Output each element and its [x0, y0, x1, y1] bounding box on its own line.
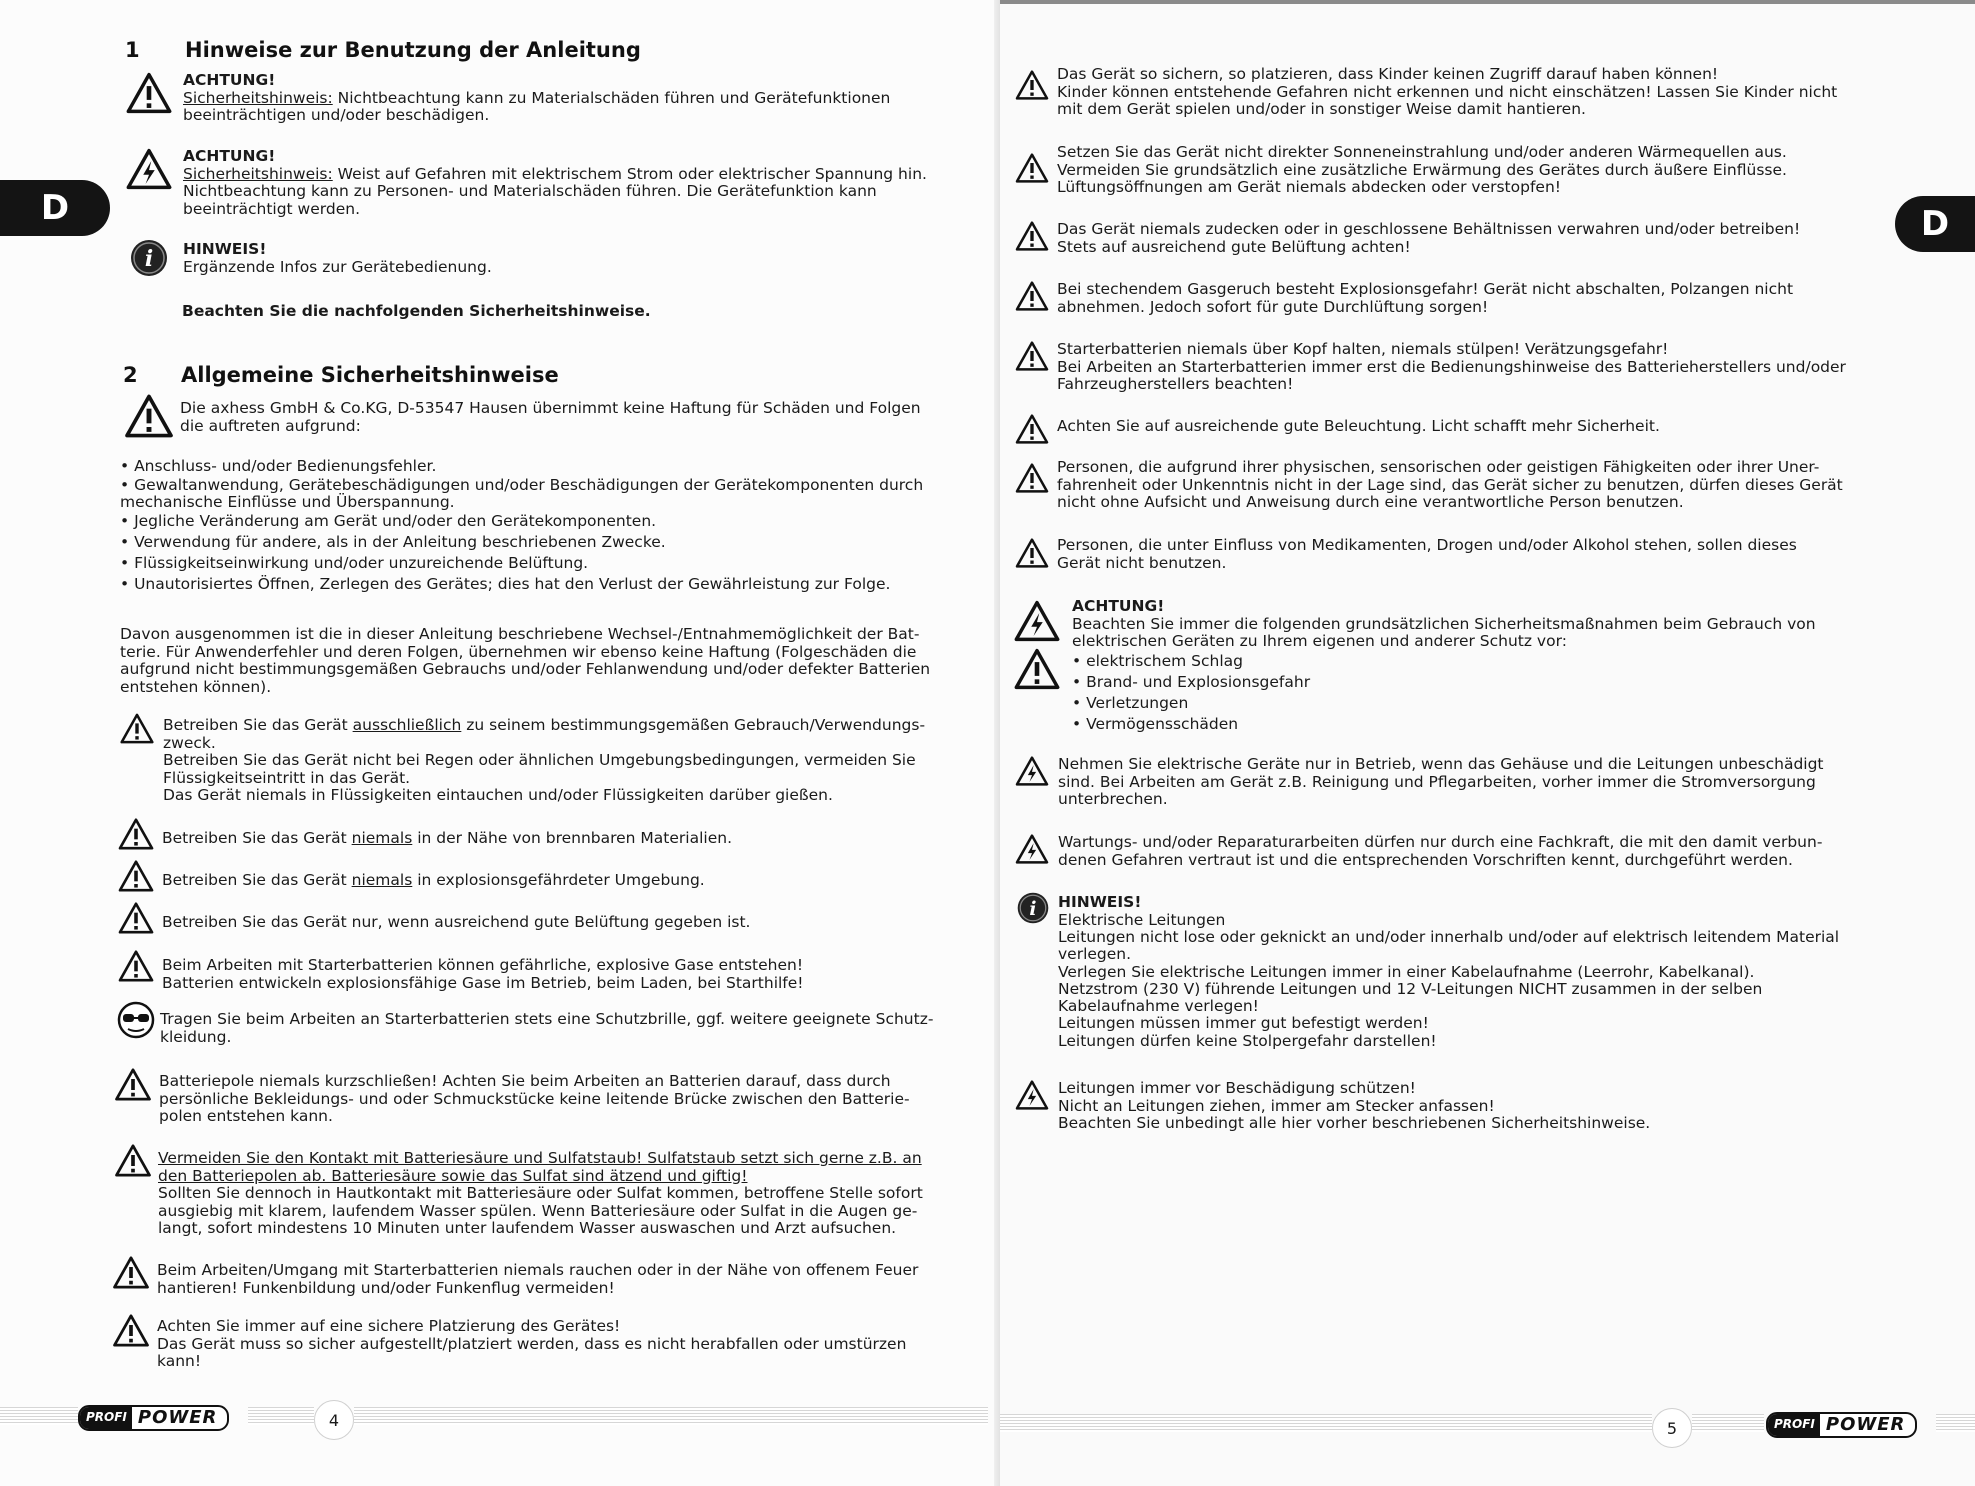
- section1-title: Hinweise zur Benutzung der Anleitung: [185, 38, 641, 62]
- warning-icon: [1015, 414, 1049, 444]
- warning-icon: [114, 1144, 152, 1177]
- warning-gases-text: Beim Arbeiten mit Starterbatterien können gefährliche, explosive Gase entstehen! Batterien entwickeln explosionsfähige Gase im Betrieb, beim Laden, bei Starthilfe!: [162, 956, 804, 992]
- safety-lead: Sicherheitshinweis:: [183, 164, 333, 183]
- exception-paragraph: [120, 626, 930, 696]
- note-cover-text: Das Gerät niemals zudecken oder in geschlossene Behältnissen verwahren und/oder betreiben! Stets auf ausreichend gute Belüftung achten!: [1057, 220, 1801, 256]
- electric-warning-icon: [1015, 1080, 1049, 1110]
- achtung-label: ACHTUNG!: [1072, 597, 1165, 615]
- warning-icon: [114, 1068, 152, 1101]
- warning-icon: [1015, 463, 1049, 493]
- liability-intro-text: Die axhess GmbH & Co.KG, D-53547 Hausen übernimmt keine Haftung für Schäden und Folgen die auftreten aufgrund:: [180, 399, 921, 435]
- warning-short-circuit: [159, 1073, 910, 1126]
- note-housing-text: Nehmen Sie elektrische Geräte nur in Betrieb, wenn das Gehäuse und die Leitungen unbeschädigt sind. Bei Arbeiten am Gerät z.B. Reinigung und Pflegarbeiten, vorher immer die Stromversorgung unterbrechen.: [1058, 755, 1824, 808]
- section2-number: 2: [123, 363, 138, 387]
- note-persons: [1057, 459, 1843, 512]
- note-maintenance: [1058, 834, 1822, 869]
- warning-icon: [1014, 648, 1060, 690]
- electric-warning-icon: [1015, 834, 1049, 864]
- note-maintenance-text: Wartungs- und/oder Reparaturarbeiten dürfen nur durch eine Fachkraft, die mit den damit verbun- denen Gefahren vertraut ist und die entsprechenden Vorschriften kennt, durchgeführt werden.: [1058, 833, 1823, 869]
- achtung-label: ACHTUNG!: [183, 147, 276, 165]
- achtung-text: Nichtbeachtung kann zu Materialschäden führen und Gerätefunktionen beeinträchtigen und/oder beschädigen.: [183, 88, 891, 124]
- emphasis: Vermeiden Sie den Kontakt mit Batteriesäure und Sulfatstaub! Sulfatstaub setzt sich gerne z.B. an den Batteriepolen ab. Batteriesäure sowie das Sulfat sind ätzend und giftig!: [158, 1149, 922, 1185]
- note-lighting: Achten Sie auf ausreichende gute Beleuchtung. Licht schafft mehr Sicherheit.: [1057, 417, 1660, 435]
- exception-text: Davon ausgenommen ist die in dieser Anleitung beschriebene Wechsel-/Entnahmemöglichkeit der Bat- terie. Für Anwenderfehler und deren Folgen, übernehmen wir ebenso keine Haftung (Folgeschäden die aufgrund nicht bestimmungsgemäßen Gebrauchs und/oder Fehlanwendung und/oder defekter Batterien entstehen können).: [120, 625, 931, 696]
- electric-warning-icon: [1015, 756, 1049, 786]
- text-segment: in explosionsgefährdeter Umgebung.: [412, 871, 705, 889]
- warning-icon: [118, 860, 154, 892]
- warning-icon: [112, 1256, 150, 1289]
- achtung-label: ACHTUNG!: [183, 71, 276, 89]
- logo-part1: PROFI: [80, 1407, 132, 1429]
- list-item: • Unautorisiertes Öffnen, Zerlegen des Gerätes; dies hat den Verlust der Gewährleistung zur Folge.: [120, 574, 980, 595]
- language-tab-left: D: [0, 180, 110, 236]
- list-item: • Flüssigkeitseinwirkung und/oder unzureichende Belüftung.: [120, 553, 980, 574]
- goggles-icon: [117, 1001, 155, 1039]
- note-children-text: Das Gerät so sichern, so platzieren, dass Kinder keinen Zugriff darauf haben können! Kinder können entstehende Gefahren nicht erkennen und nicht einschätzen! Lassen Sie Kinder nicht mit dem Gerät spielen und/oder in sonstiger Weise damit hantieren.: [1057, 65, 1838, 118]
- list-item: • Brand- und Explosionsgefahr: [1072, 672, 1816, 693]
- list-item: • Jegliche Veränderung am Gerät und/oder den Gerätekomponenten.: [120, 511, 980, 532]
- footer-band: [354, 1407, 988, 1425]
- footer-band: [248, 1407, 314, 1425]
- warning-placement: [157, 1318, 906, 1371]
- warning-icon: [1015, 341, 1049, 371]
- info-icon: [1016, 891, 1050, 925]
- warning-icon: [1015, 70, 1049, 100]
- profipower-logo: [78, 1405, 229, 1431]
- emphasis: niemals: [351, 871, 413, 889]
- page-top-edge: [1000, 0, 1975, 4]
- list-item: • Vermögensschäden: [1072, 714, 1816, 735]
- note-heat-text: Setzen Sie das Gerät nicht direkter Sonneneinstrahlung und/oder anderen Wärmequellen aus. Vermeiden Sie grundsätzlich eine zusätzliche Erwärmung des Gerätes durch äußere Einflüsse. Lüftungsöffnungen am Gerät niemals abdecken oder verstopfen!: [1057, 143, 1787, 196]
- warning-flammable: [162, 830, 732, 848]
- footer-band: [1936, 1414, 1975, 1432]
- warning-icon: [126, 72, 172, 114]
- language-tab-right: D: [1895, 196, 1975, 252]
- hinweis-label: HINWEIS!: [1058, 893, 1142, 911]
- text-segment: Betreiben Sie das Gerät: [162, 871, 352, 889]
- logo-part1: PROFI: [1768, 1414, 1820, 1436]
- logo-part2: POWER: [137, 1407, 218, 1428]
- warning-short-circuit-text: Batteriepole niemals kurzschließen! Achten Sie beim Arbeiten an Batterien darauf, dass durch persönliche Bekleidungs- und oder Schmuckstücke keine leitende Brücke zwischen den Batterie- polen entstehen kann.: [159, 1072, 910, 1125]
- hinweis-text: Leitungen nicht lose oder geknickt an und/oder innerhalb und/oder auf elektrisch leitendem Material verlegen. Verlegen Sie elektrische Leitungen immer in einer Kabelaufnahme (Leerrohr, Kabelkanal). Netzstrom (230 V) führende Leitungen und 12 V-Leitungen NICHT zusammen in der selben Kabelaufnahme verlegen! Leitungen müssen immer gut befestigt werden! Leitungen dürfen keine Stolpergefahr darstellen!: [1058, 928, 1840, 1050]
- achtung-text: Weist auf Gefahren mit elektrischem Strom oder elektrischer Spannung hin. Nichtbeachtung kann zu Personen- und Materialschäden führen. Die Gerätefunktion kann beeinträchtigt werden.: [183, 164, 927, 218]
- note-overhead: [1057, 341, 1846, 394]
- warning-placement-text: Achten Sie immer auf eine sichere Platzierung des Gerätes! Das Gerät muss so sicher aufgestellt/platziert werden, dass es nicht herabfallen oder umstürzen kann!: [157, 1317, 907, 1370]
- achtung-note-1: [183, 72, 890, 125]
- warning-acid: [158, 1150, 923, 1238]
- footer-band: [1692, 1414, 1764, 1432]
- hinweis-subtitle: Elektrische Leitungen: [1058, 910, 1226, 929]
- achtung-text: Beachten Sie immer die folgenden grundsätzlichen Sicherheitsmaßnahmen beim Gebrauch von elektrischen Geräten zu Ihrem eigenen und anderer Schutz vor:: [1072, 614, 1816, 650]
- list-item: • Anschluss- und/oder Bedienungsfehler.: [120, 456, 980, 477]
- warning-icon: [124, 394, 174, 438]
- note-overhead-text: Starterbatterien niemals über Kopf halten, niemals stülpen! Verätzungsgefahr! Bei Arbeiten an Starterbatterien immer erst die Bedienungshinweise des Batterieherstellers und/oder Fahrzeugherstellers beachten!: [1057, 340, 1846, 393]
- note-cover: [1057, 221, 1800, 256]
- footer-band: [1000, 1414, 1652, 1432]
- list-item: • Verwendung für andere, als in der Anleitung beschriebenen Zwecke.: [120, 532, 980, 553]
- section1-heading: [125, 38, 641, 62]
- section2-heading: [123, 363, 559, 387]
- section2-title: Allgemeine Sicherheitshinweise: [181, 363, 559, 387]
- info-icon: [129, 238, 169, 278]
- note-medication: [1057, 537, 1797, 572]
- warning-icon: [118, 902, 154, 934]
- text-segment: zu seinem bestimmungsgemäßen Gebrauch/Verwendungs- zweck. Betreiben Sie das Gerät nicht bei Regen oder ähnlichen Umgebungsbedingungen, vermeiden Sie Flüssigkeitseintritt in das Gerät. Das Gerät niemals in Flüssigkeiten eintauchen und/oder Flüssigkeiten darüber gießen.: [163, 716, 926, 804]
- note-children: [1057, 66, 1837, 119]
- warning-gases: [162, 957, 804, 992]
- logo-part2: POWER: [1825, 1414, 1906, 1435]
- warning-icon: [1015, 281, 1049, 311]
- page-number: 4: [314, 1400, 354, 1440]
- footer-band: [0, 1407, 78, 1425]
- text-segment: in der Nähe von brennbaren Materialien.: [412, 829, 732, 847]
- emphasis: niemals: [351, 829, 413, 847]
- note-cable-protection: [1058, 1080, 1650, 1133]
- electric-warning-icon: [1014, 600, 1060, 642]
- emphasis: ausschließlich: [352, 716, 462, 734]
- note-medication-text: Personen, die unter Einfluss von Medikamenten, Drogen und/oder Alkohol stehen, sollen dieses Gerät nicht benutzen.: [1057, 536, 1797, 572]
- note-cable-protection-text: Leitungen immer vor Beschädigung schützen! Nicht an Leitungen ziehen, immer am Stecker anfassen! Beachten Sie unbedingt alle hier vorher beschriebenen Sicherheitshinweise.: [1058, 1079, 1651, 1132]
- note-persons-text: Personen, die aufgrund ihrer physischen, sensorischen oder geistigen Fähigkeiten oder ihrer Uner- fahrenheit oder Unkenntnis nicht in der Lage sind, das Gerät sicher zu benutzen, dürfen dieses Gerät nicht ohne Aufsicht und Anweisung durch eine verantwortliche Person benutzen.: [1057, 458, 1843, 511]
- liability-intro: [180, 400, 921, 435]
- warning-icon: [118, 818, 154, 850]
- section1-number: 1: [125, 38, 140, 62]
- hinweis-label: HINWEIS!: [183, 240, 267, 258]
- note-heat: [1057, 144, 1787, 197]
- warning-explosive-area: [162, 872, 705, 890]
- hinweis-note: [183, 241, 492, 276]
- warning-usage: [163, 717, 925, 805]
- warning-icon: [120, 713, 154, 744]
- right-page: [1000, 0, 1975, 1486]
- list-item: • Gewaltanwendung, Gerätebeschädigungen und/oder Beschädigungen der Gerätekomponenten durch mechanische Einflüsse und Überspannung.: [120, 477, 980, 511]
- hinweis-text: Ergänzende Infos zur Gerätebedienung.: [183, 257, 492, 276]
- note-gas-smell-text: Bei stechendem Gasgeruch besteht Explosionsgefahr! Gerät nicht abschalten, Polzangen nicht abnehmen. Jedoch sofort für gute Durchlüftung sorgen!: [1057, 280, 1794, 316]
- warning-icon: [112, 1314, 150, 1347]
- note-gas-smell: [1057, 281, 1793, 316]
- text-segment: Betreiben Sie das Gerät: [162, 829, 352, 847]
- hinweis-cables: [1058, 894, 1839, 1050]
- goggles-note: [160, 1011, 933, 1046]
- warning-icon: [1015, 538, 1049, 568]
- safety-lead: Sicherheitshinweis:: [183, 88, 333, 107]
- list-item: • elektrischem Schlag: [1072, 651, 1816, 672]
- warning-icon: [1015, 221, 1049, 251]
- page-number: 5: [1652, 1408, 1692, 1448]
- profipower-logo: [1766, 1412, 1917, 1438]
- warning-ventilation: Betreiben Sie das Gerät nur, wenn ausreichend gute Belüftung gegeben ist.: [162, 913, 751, 931]
- warning-icon: [1015, 153, 1049, 183]
- liability-list: [120, 456, 980, 595]
- note-housing: [1058, 756, 1824, 809]
- goggles-text: Tragen Sie beim Arbeiten an Starterbatterien stets eine Schutzbrille, ggf. weitere geeignete Schutz- kleidung.: [160, 1010, 934, 1046]
- electric-warning-icon: [126, 148, 172, 190]
- achtung-electric: [1072, 598, 1816, 735]
- text-segment: Sollten Sie dennoch in Hautkontakt mit Batteriesäure oder Sulfat kommen, betroffene Stelle sofort ausgiebig mit klarem, laufendem Wasser spülen. Wenn Batteriesäure oder Sulfat in die Augen ge- langt, sofort mindestens 10 Minuten unter laufendem Wasser auswaschen und Arzt aufsuchen.: [158, 1184, 923, 1237]
- list-item: • Verletzungen: [1072, 693, 1816, 714]
- warning-smoking-text: Beim Arbeiten/Umgang mit Starterbatterien niemals rauchen oder in der Nähe von offenem Feuer hantieren! Funkenbildung und/oder Funkenflug vermeiden!: [157, 1261, 919, 1297]
- achtung-note-2: [183, 148, 927, 218]
- beachten-note: Beachten Sie die nachfolgenden Sicherheitshinweise.: [182, 302, 651, 320]
- text-segment: Betreiben Sie das Gerät: [163, 716, 353, 734]
- warning-icon: [118, 950, 154, 982]
- warning-smoking: [157, 1262, 918, 1297]
